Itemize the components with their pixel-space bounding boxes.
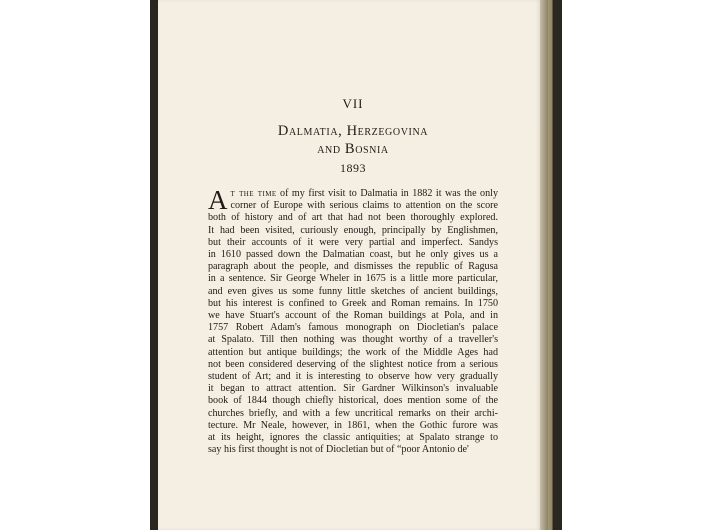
paragraph-line: at Spalato. Till then nothing was thought worthy of a traveller's [208, 334, 498, 346]
chapter-year: 1893 [340, 161, 366, 175]
paragraph-line: both of history and of art that had not been thoroughly explored. [208, 212, 498, 224]
body-paragraph [208, 185, 499, 456]
paragraph-line: not been considered deserving of the slightest notice from a serious [208, 358, 498, 370]
paragraph-line: but his interest is confined to Greek and Roman remains. In 1750 [208, 297, 498, 309]
paragraph-line: in a sentence. Sir George Wheler in 1675 is a little more particular, [208, 273, 498, 285]
opening-words: t the time [230, 188, 277, 199]
chapter-title-line-2: and Bosnia [317, 141, 389, 157]
paragraph-line: it began to attract attention. Sir Gardner Wilkinson's invaluable [208, 383, 498, 395]
paragraph-line: attention but antique buildings; the work of the Middle Ages had [208, 346, 498, 358]
paragraph-line: It had been visited, curiously enough, principally by Englishmen, [208, 224, 498, 236]
paragraph-line-1 [208, 188, 498, 200]
paragraph-line: at its height, ignores the classic antiquities; at Spalato strange to [208, 432, 498, 444]
paragraph-line: say his first thought is not of Diocletian but of “poor Antonio de' [208, 444, 469, 456]
paragraph-line-text: of my first visit to Dalmatia in 1882 it was the only [276, 188, 499, 199]
paragraph-line: and even gives us some funny little sketches of ancient buildings, [208, 285, 498, 297]
paragraph-line: in 1610 passed down the Dalmatian coast, but he only gives us a [208, 249, 498, 261]
drop-cap: A [208, 185, 228, 215]
paragraph-line: but their accounts of it were very partial and imperfect. Sandys [208, 236, 498, 248]
paragraph-line: student of Art; and it is interesting to observe how very gradually [208, 371, 498, 383]
chapter-title-line-1: Dalmatia, Herzegovina [277, 123, 429, 139]
chapter-number: VII [342, 96, 364, 111]
paragraph-line: tecture. Mr Neale, however, in 1861, when the Gothic furore was [208, 419, 498, 431]
paragraph-line: we have Stuart's account of the Roman buildings at Pola, and in [208, 310, 498, 322]
paragraph-line: corner of Europe with serious claims to attention on the score [230, 200, 498, 212]
chapter-content [208, 96, 498, 456]
paragraph-line: 1757 Robert Adam's famous monograph on Diocletian's palace [208, 322, 498, 334]
paragraph-line: churches briefly, and with a few uncritical remarks on their archi- [208, 407, 498, 419]
paragraph-line: paragraph about the people, and dismisses the republic of Ragusa [208, 261, 498, 273]
page-edge-stain [548, 0, 552, 530]
paragraph-line: book of 1844 though chiefly historical, does mention some of the [208, 395, 498, 407]
